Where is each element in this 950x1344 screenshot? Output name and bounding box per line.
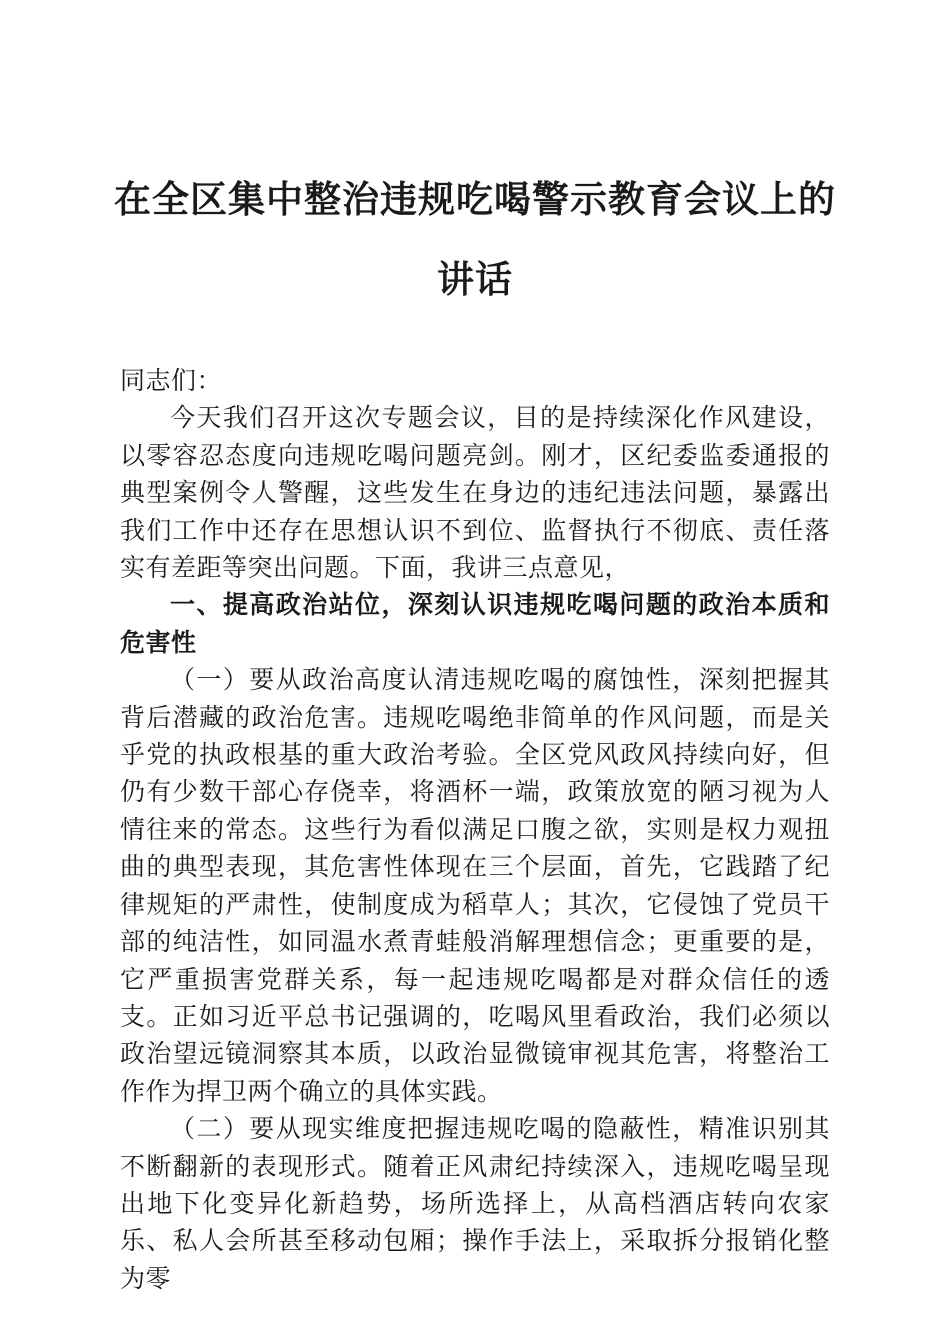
section-heading-1: 一、提高政治站位，深刻认识违规吃喝问题的政治本质和危害性	[120, 590, 830, 657]
paragraph-1: （一）要从政治高度认清违规吃喝的腐蚀性，深刻把握其背后潜藏的政治危害。违规吃喝绝非简单的作风问题，而是关乎党的执政根基的重大政治考验。全区党风政风持续向好，但仍有少数干部心存侥幸，将酒杯一端，政策放宽的陋习视为人情往来的常态。这些行为看似满足口腹之欲，实则是权力观扭曲的典型表现，其危害性体现在三个层面，首先，它践踏了纪律规矩的严肃性，使制度成为稻草人；其次，它侵蚀了党员干部的纯洁性，如同温水煮青蛙般消解理想信念；更重要的是，它严重损害党群关系，每一起违规吃喝都是对群众信任的透支。正如习近平总书记强调的，吃喝风里看政治，我们必须以政治望远镜洞察其本质，以政治显微镜审视其危害，将整治工作作为捍卫两个确立的具体实践。	[120, 665, 830, 1106]
document-title: 在全区集中整治违规吃喝警示教育会议上的讲话	[114, 178, 836, 301]
document-body	[120, 362, 830, 1297]
salutation: 同志们：	[120, 366, 223, 395]
paragraph-2: （二）要从现实维度把握违规吃喝的隐蔽性，精准识别其不断翻新的表现形式。随着正风肃纪持续深入，违规吃喝呈现出地下化变异化新趋势，场所选择上，从高档酒店转向农家乐、私人会所甚至移动包厢；操作手法上，采取拆分报销化整为零	[120, 1114, 830, 1293]
intro-paragraph: 今天我们召开这次专题会议，目的是持续深化作风建设，以零容忍态度向违规吃喝问题亮剑。刚才，区纪委监委通报的典型案例令人警醒，这些发生在身边的违纪违法问题，暴露出我们工作中还存在思想认识不到位、监督执行不彻底、责任落实有差距等突出问题。下面，我讲三点意见，	[120, 403, 830, 583]
